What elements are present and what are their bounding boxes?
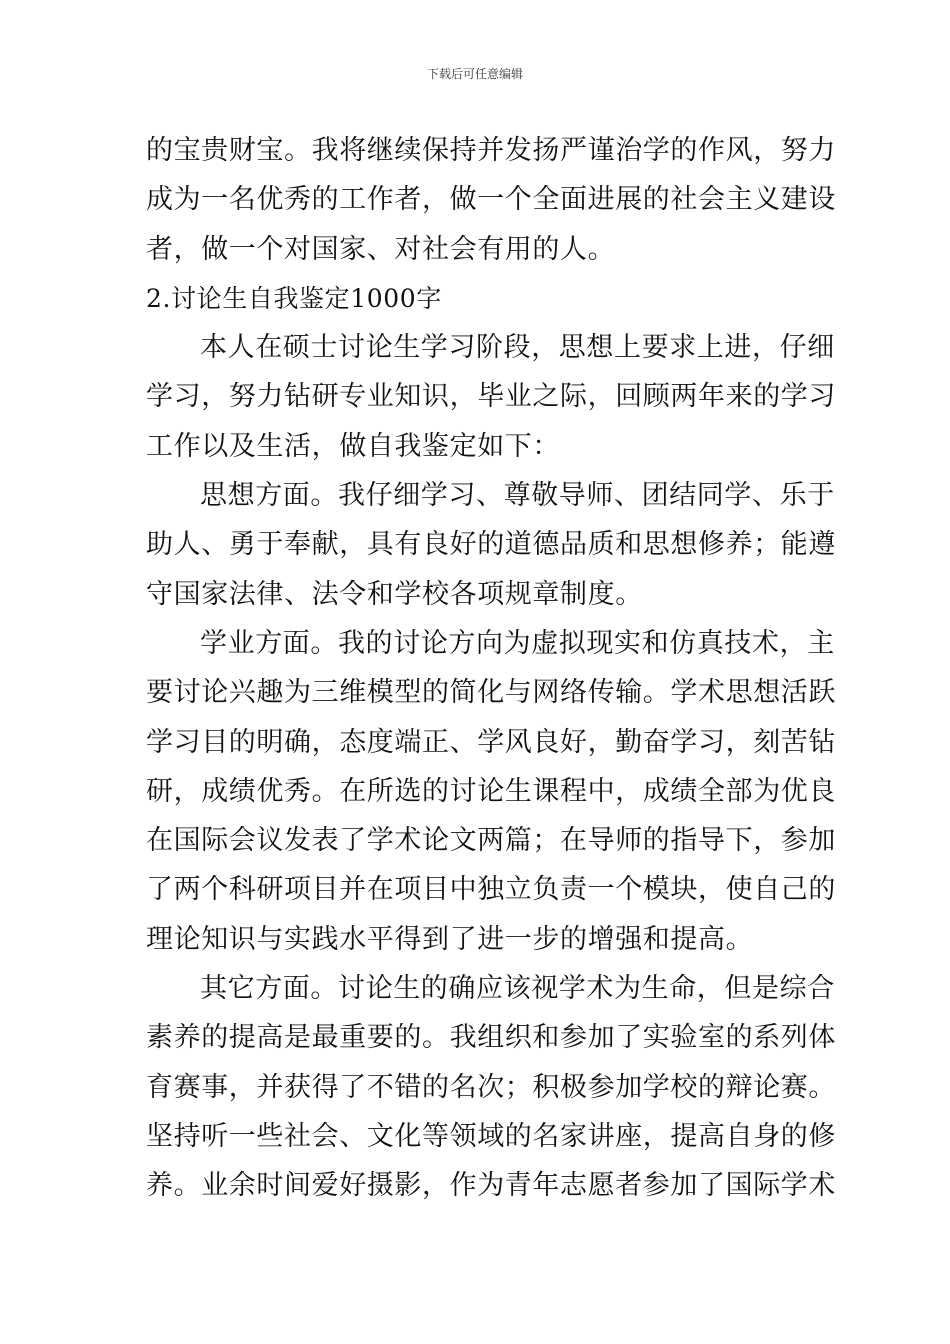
text-line: 了两个科研项目并在项目中独立负责一个模块，使自己的 bbox=[146, 874, 836, 906]
text-line: 成为一名优秀的工作者，做一个全面进展的社会主义建设 bbox=[146, 184, 836, 216]
text-line: 在国际会议发表了学术论文两篇；在导师的指导下，参加 bbox=[146, 825, 836, 857]
section-heading: 2.讨论生自我鉴定1000字 bbox=[146, 283, 442, 313]
document-body bbox=[146, 126, 836, 1211]
paragraph-first-line: 本人在硕士讨论生学习阶段，思想上要求上进，仔细 bbox=[200, 332, 835, 364]
text-line: 助人、勇于奉献，具有良好的道德品质和思想修养；能遵 bbox=[146, 529, 836, 561]
page-header-note: 下载后可任意编辑 bbox=[426, 67, 523, 81]
text-line: 研，成绩优秀。在所选的讨论生课程中，成绩全部为优良 bbox=[146, 775, 836, 807]
text-line: 要讨论兴趣为三维模型的简化与网络传输。学术思想活跃 bbox=[146, 677, 836, 709]
text-line: 工作以及生活，做自我鉴定如下： bbox=[146, 430, 560, 462]
text-line: 守国家法律、法令和学校各项规章制度。 bbox=[146, 578, 643, 610]
text-line: 理论知识与实践水平得到了进一步的增强和提高。 bbox=[146, 923, 754, 955]
text-line: 素养的提高是最重要的。我组织和参加了实验室的系列体 bbox=[146, 1022, 836, 1054]
text-line: 坚持听一些社会、文化等领域的名家讲座，提高自身的修 bbox=[146, 1120, 836, 1152]
text-line: 养。业余时间爱好摄影，作为青年志愿者参加了国际学术 bbox=[146, 1170, 836, 1202]
paragraph-first-line: 学业方面。我的讨论方向为虚拟现实和仿真技术，主 bbox=[200, 627, 835, 659]
text-line: 学习，努力钻研专业知识，毕业之际，回顾两年来的学习 bbox=[146, 381, 836, 413]
paragraph-first-line: 思想方面。我仔细学习、尊敬导师、团结同学、乐于 bbox=[200, 480, 835, 512]
text-line: 的宝贵财宝。我将继续保持并发扬严谨治学的作风，努力 bbox=[146, 135, 836, 166]
paragraph-first-line: 其它方面。讨论生的确应该视学术为生命，但是综合 bbox=[200, 973, 835, 1005]
text-line: 学习目的明确，态度端正、学风良好，勤奋学习，刻苦钻 bbox=[146, 726, 836, 758]
text-line: 者，做一个对国家、对社会有用的人。 bbox=[146, 233, 616, 265]
text-line: 育赛事，并获得了不错的名次；积极参加学校的辩论赛。 bbox=[146, 1071, 836, 1103]
